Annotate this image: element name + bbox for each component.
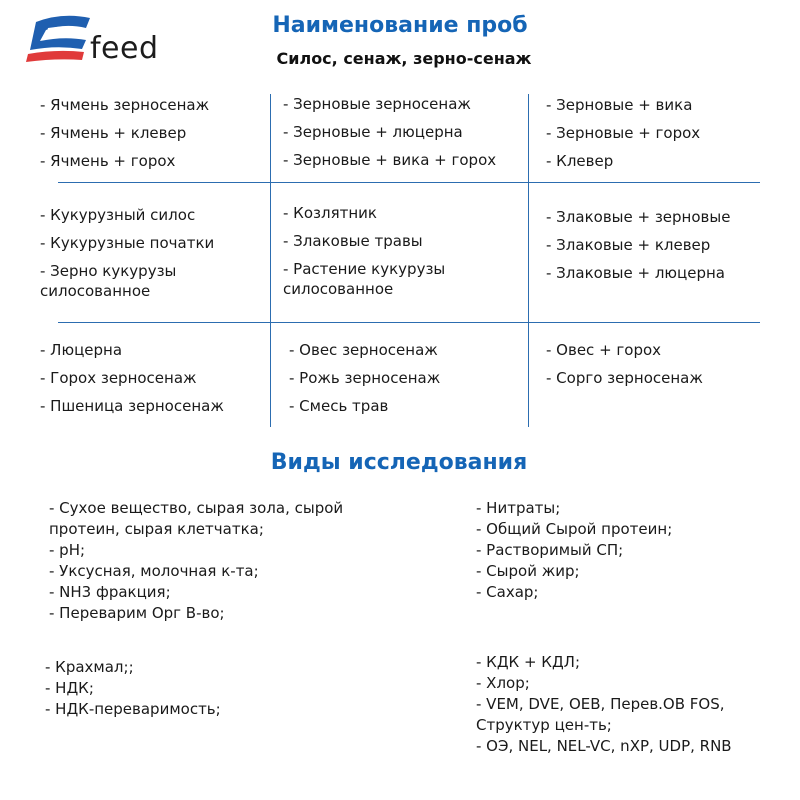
study-item: - Сырой жир; <box>476 562 580 580</box>
sample-item: - Злаковые травы <box>283 232 423 250</box>
sample-cell-8 <box>289 340 519 424</box>
sample-item: - Ячмень + горох <box>40 152 176 170</box>
sample-cell-7 <box>40 340 265 424</box>
study-item: - Крахмал;; <box>45 658 134 676</box>
grid-divider-horizontal-1 <box>58 182 760 183</box>
sample-item: - Овес + горох <box>546 341 662 359</box>
sample-cell-9 <box>546 340 776 396</box>
logo-text: feed <box>90 31 159 66</box>
studies-left-bottom <box>45 657 345 720</box>
page-subtitle: Силос, сенаж, зерно-сенаж <box>276 49 532 68</box>
study-item: - pH; <box>49 541 86 559</box>
sample-item: - Зерновые зерносенаж <box>283 95 471 113</box>
grid-divider-vertical-2 <box>528 94 529 427</box>
sample-item: - Зерновые + вика + горох <box>283 151 497 169</box>
sample-cell-2 <box>283 94 523 178</box>
sample-item: - Кукурузный силос <box>40 206 196 224</box>
study-item: - Общий Сырой протеин; <box>476 520 673 538</box>
sample-item: - Злаковые + люцерна <box>546 264 726 282</box>
sample-item: - Зерновые + вика <box>546 96 693 114</box>
study-item: - Растворимый СП; <box>476 541 624 559</box>
sample-item: - Ячмень + клевер <box>40 124 187 142</box>
sample-cell-3 <box>546 95 776 179</box>
sample-cell-4 <box>40 205 230 309</box>
grid-divider-horizontal-2 <box>58 322 760 323</box>
grid-divider-vertical-1 <box>270 94 271 427</box>
sample-item: - Овес зерносенаж <box>289 341 438 359</box>
sample-item: - Зерновые + люцерна <box>283 123 463 141</box>
sample-item: - Рожь зерносенаж <box>289 369 441 387</box>
sample-cell-5 <box>283 203 498 307</box>
study-item: Структур цен-ть; <box>476 716 612 734</box>
study-item: - Переварим Орг В-во; <box>49 604 225 622</box>
study-item: протеин, сырая клетчатка; <box>49 520 264 538</box>
sample-cell-6 <box>546 207 776 291</box>
study-item: - НДК; <box>45 679 94 697</box>
page-title: Наименование проб <box>272 13 528 38</box>
studies-title: Виды исследования <box>270 450 528 475</box>
sample-item: - Растение кукурузы силосованное <box>283 260 446 298</box>
sample-item: - Люцерна <box>40 341 123 359</box>
study-item: - НДК-переваримость; <box>45 700 221 718</box>
sample-item: - Зерно кукурузы силосованное <box>40 262 177 300</box>
sample-item: - Зерновые + горох <box>546 124 701 142</box>
sample-item: - Злаковые + зерновые <box>546 208 731 226</box>
sample-item: - Клевер <box>546 152 614 170</box>
studies-right-bottom <box>476 652 786 757</box>
study-item: - NH3 фракция; <box>49 583 171 601</box>
sample-item: - Горох зерносенаж <box>40 369 197 387</box>
studies-right-top <box>476 498 776 603</box>
studies-left-top <box>49 498 449 624</box>
study-item: - КДК + КДЛ; <box>476 653 581 671</box>
sample-item: - Кукурузные початки <box>40 234 215 252</box>
sample-item: - Ячмень зерносенаж <box>40 96 210 114</box>
study-item: - Нитраты; <box>476 499 561 517</box>
study-item: - Сухое вещество, сырая зола, сырой <box>49 499 344 517</box>
sample-item: - Смесь трав <box>289 397 389 415</box>
study-item: - Уксусная, молочная к-та; <box>49 562 259 580</box>
study-item: - Сахар; <box>476 583 539 601</box>
sample-item: - Сорго зерносенаж <box>546 369 703 387</box>
study-item: - Хлор; <box>476 674 530 692</box>
sample-item: - Злаковые + клевер <box>546 236 711 254</box>
sample-item: - Пшеница зерносенаж <box>40 397 224 415</box>
sample-item: - Козлятник <box>283 204 377 222</box>
sample-cell-1 <box>40 95 265 179</box>
study-item: - ОЭ, NEL, NEL-VC, nXP, UDP, RNB <box>476 737 732 755</box>
study-item: - VEM, DVE, OEB, Перев.OB FOS, <box>476 695 725 713</box>
